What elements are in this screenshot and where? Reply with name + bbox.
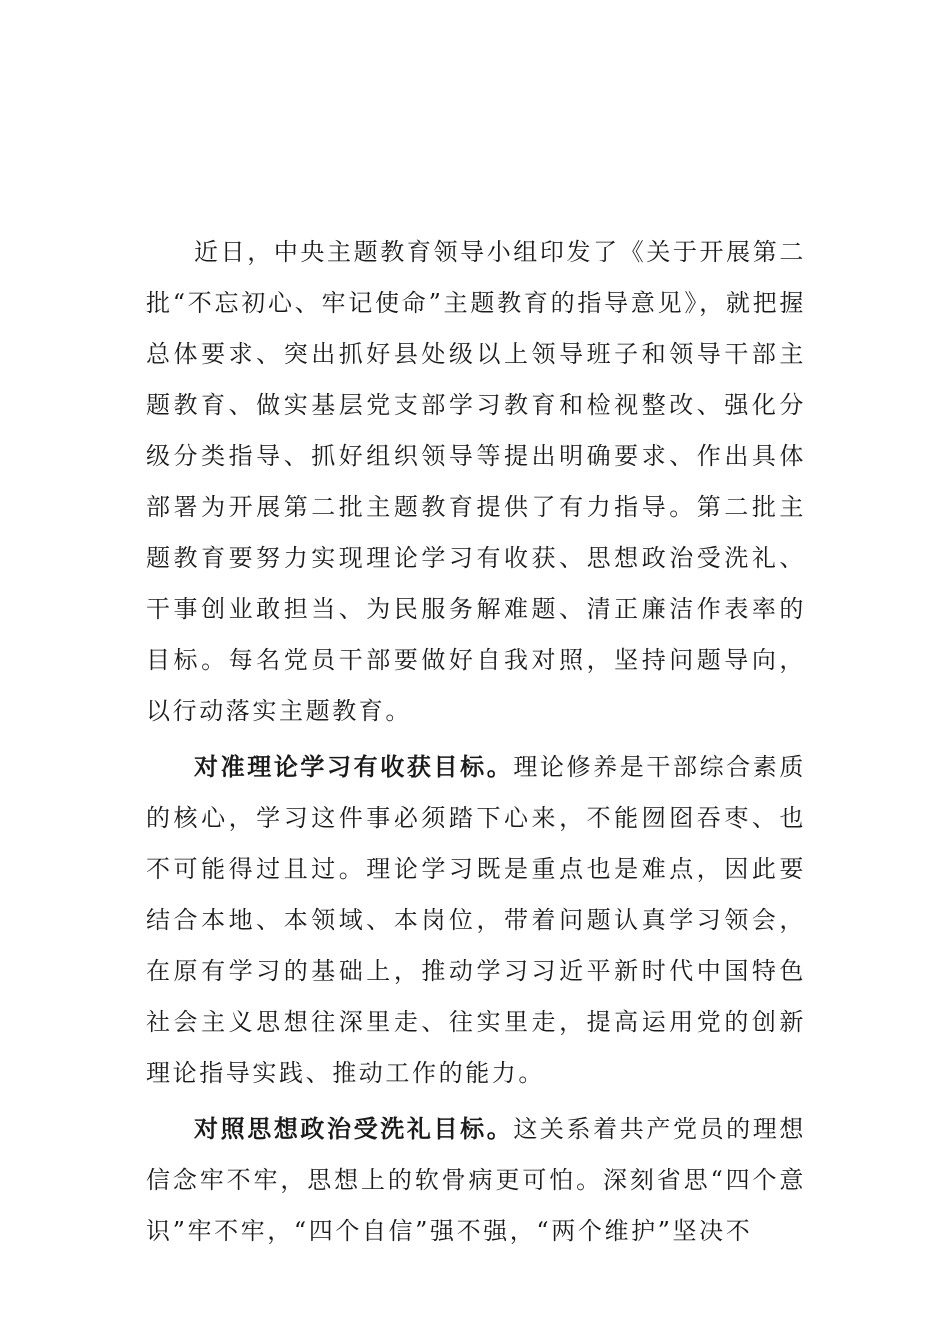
paragraph-theory-study bbox=[146, 741, 806, 1099]
paragraph-intro bbox=[146, 227, 806, 737]
paragraph-theory-study-heading: 对准理论学习有收获目标。 bbox=[194, 752, 514, 781]
paragraph-theory-study-text: 理论修养是干部综合素质的核心，学习这件事必须踏下心来，不能囫囵吞枣、也不可能得过且过。理论学习既是重点也是难点，因此要结合本地、本领域、本岗位，带着问题认真学习领会，在原有学习的基础上，推动学习习近平新时代中国特色社会主义思想往深里走、往实里走，提高运用党的创新理论指导实践、推动工作的能力。 bbox=[146, 753, 806, 1087]
paragraph-intro-text: 近日，中央主题教育领导小组印发了《关于开展第二批“不忘初心、牢记使命”主题教育的指导意见》，就把握总体要求、突出抓好县处级以上领导班子和领导干部主题教育、做实基层党支部学习教育和检视整改、强化分级分类指导、抓好组织领导等提出明确要求、作出具体部署为开展第二批主题教育提供了有力指导。第二批主题教育要努力实现理论学习有收获、思想政治受洗礼、干事创业敢担当、为民服务解难题、清正廉洁作表率的目标。每名党员干部要做好自我对照，坚持问题导向，以行动落实主题教育。 bbox=[146, 238, 806, 725]
paragraph-political-baptism-text: 这关系着共产党员的理想信念牢不牢，思想上的软骨病更可怕。深刻省思“四个意识”牢不牢，“四个自信”强不强，“两个维护”坚决不 bbox=[146, 1115, 806, 1245]
document-body bbox=[146, 227, 806, 1257]
paragraph-political-baptism-heading: 对照思想政治受洗礼目标。 bbox=[194, 1114, 514, 1143]
paragraph-political-baptism bbox=[146, 1103, 806, 1257]
